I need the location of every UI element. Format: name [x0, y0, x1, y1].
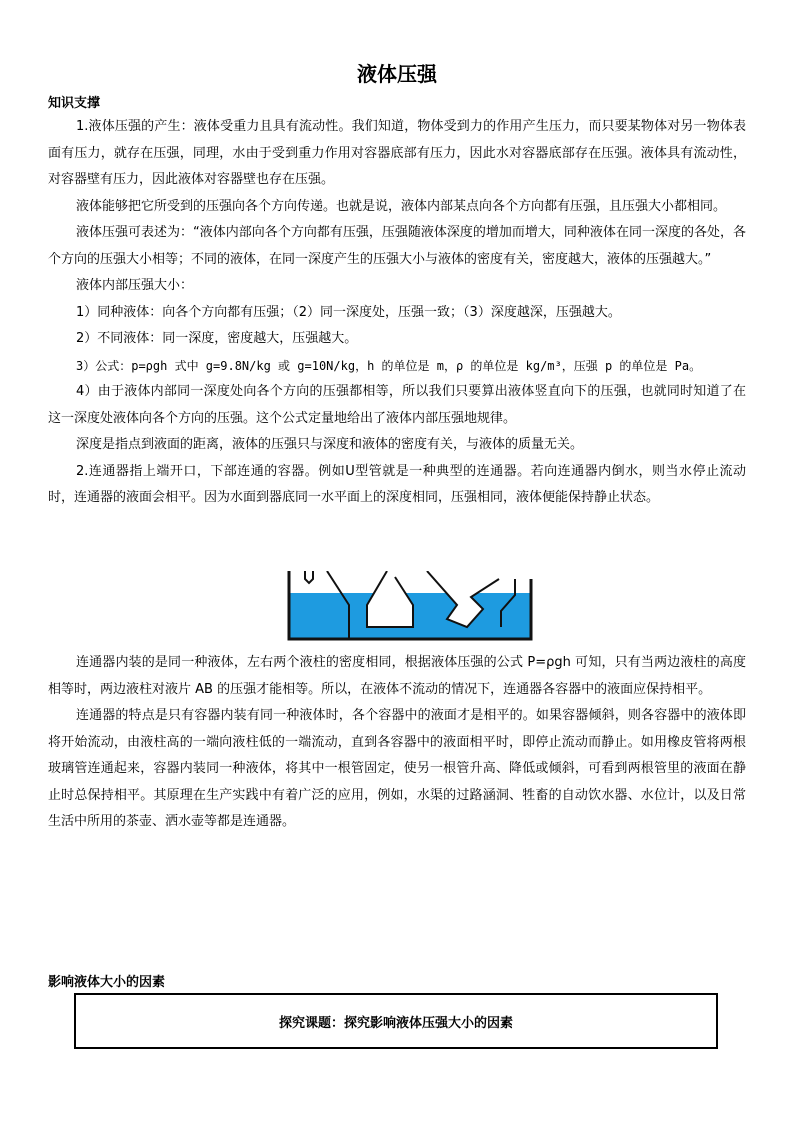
list-item-direction: 4）由于液体内部同一深度处向各个方向的压强都相等，所以我们只要算出液体竖直向下的压强，也就同时知道了在这一深度处液体向各个方向的压强。这个公式定量地给出了液体内部压强地规律。	[48, 384, 746, 426]
connector-text-block	[48, 650, 746, 836]
connected-vessels-diagram	[287, 571, 533, 641]
paragraph-transmission: 液体能够把它所受到的压强向各个方向传递。也就是说，液体内部某点向各个方向都有压强，且压强大小都相同。	[76, 198, 727, 214]
page-title: 液体压强	[357, 62, 437, 86]
paragraph-depth: 深度是指点到液面的距离，液体的压强只与深度和液体的密度有关，与液体的质量无关。	[76, 437, 584, 452]
list-item-same-liquid: 1）同种液体：向各个方向都有压强；（2）同一深度处，压强一致；（3）深度越深，压强越大。	[76, 304, 621, 320]
knowledge-text-block	[48, 114, 746, 512]
section-heading-factors: 影响液体大小的因素	[48, 975, 166, 990]
list-item-different-liquid: 2）不同液体：同一深度，密度越大，压强越大。	[76, 331, 358, 346]
paragraph-connector-principle: 连通器内装的是同一种液体，左右两个液柱的密度相同，根据液体压强的公式 P=ρgh 可知，只有当两边液柱的高度相等时，两边液柱对液片 AB 的压强才能相等。所以，在液体不流动的情况下，连通器各容器中的液面应保持相平。	[48, 655, 746, 697]
tube-middle	[367, 571, 413, 627]
list-item-formula: 3）公式：p=ρgh 式中 g=9.8N/kg 或 g=10N/kg，h 的单位是 m，ρ 的单位是 kg/m³，压强 p 的单位是 Pa。	[76, 358, 702, 373]
paragraph-connector-features: 连通器的特点是只有容器内装有同一种液体时，各个容器中的液面才是相平的。如果容器倾斜，则各容器中的液体即将开始流动，由液柱高的一端向液柱低的一端流动，直到各容器中的液面相平时，即停止流动而静止。如用橡皮管将两根玻璃管连通起来，容器内装同一种液体，将其中一根管固定，使另一根管升高、降低或倾斜，可看到两根管里的液面在静止时总保持相平。其原理在生产实践中有着广泛的应用，例如，水渠的过路涵洞、牲畜的自动饮水器、水位计，以及日常生活中所用的茶壶、洒水壶等都是连通器。	[48, 708, 746, 829]
inquiry-topic-text: 探究课题：探究影响液体压强大小的因素	[278, 1015, 513, 1031]
inquiry-topic-box	[74, 993, 718, 1049]
paragraph-inner-pressure: 液体内部压强大小：	[76, 278, 194, 293]
section-heading-knowledge: 知识支撑	[48, 96, 101, 111]
paragraph-statement: 液体压强可表述为：“液体内部向各个方向都有压强，压强随液体深度的增加而增大，同种液体在同一深度的各处，各个方向的压强大小相等；不同的液体，在同一深度产生的压强大小与液体的密度有关，密度越大，液体的压强越大。”	[48, 225, 746, 267]
tube-left	[305, 571, 313, 583]
paragraph-pressure-origin: 1.液体压强的产生：液体受重力且具有流动性。我们知道，物体受到力的作用产生压力，而只要某物体对另一物体表面有压力，就存在压强，同理，水由于受到重力作用对容器底部有压力，因此水对容器底部存在压强。液体具有流动性，对容器壁有压力，因此液体对容器壁也存在压强。	[48, 119, 746, 187]
paragraph-connector: 2.连通器指上端开口，下部连通的容器。例如U型管就是一种典型的连通器。若向连通器内倒水，则当水停止流动时，连通器的液面会相平。因为水面到器底同一水平面上的深度相同，压强相同，液体便能保持静止状态。	[48, 463, 746, 505]
